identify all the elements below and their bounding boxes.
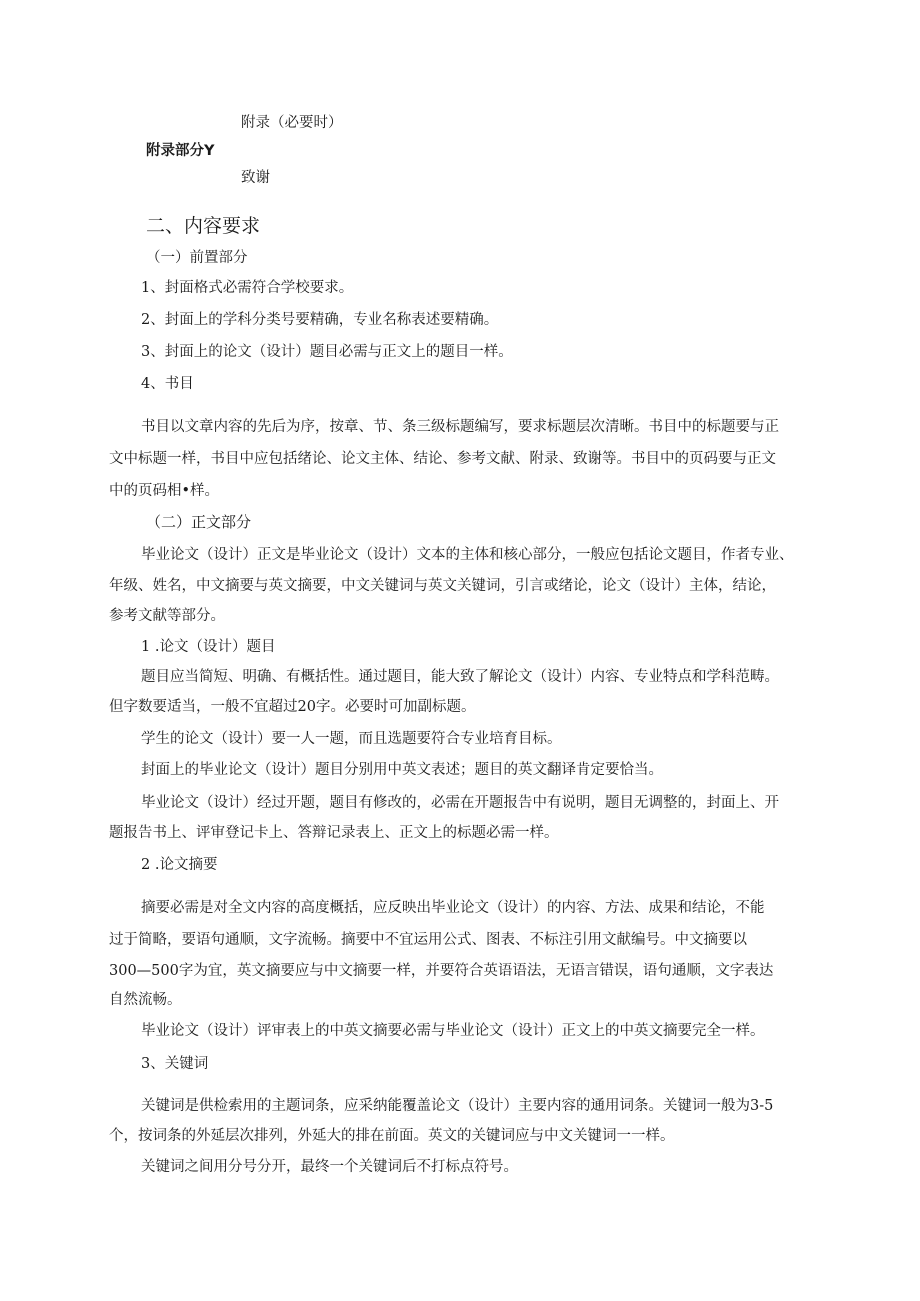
paragraph-line: 书目以文章内容的先后为序，按章、节、条三级标题编写，要求标题层次清晰。书目中的标题要与正 — [141, 419, 779, 435]
subsection-heading-front: （一）前置部分 — [146, 250, 248, 266]
list-item: 2、封面上的学科分类号要精确，专业名称表述要精确。 — [141, 312, 499, 328]
paragraph-line: 自然流畅。 — [109, 992, 182, 1008]
item-heading: 2 .论文摘要 — [141, 857, 218, 873]
paragraph-line: 但字数要适当，一般不宜超过20字。必要时可加副标题。 — [109, 699, 476, 715]
paragraph-line: 中的页码相•样。 — [109, 483, 220, 499]
paragraph-line: 封面上的毕业论文（设计）题目分别用中英文表述；题目的英文翻译肯定要恰当。 — [141, 762, 663, 778]
paragraph-line: 年级、姓名，中文摘要与英文摘要，中文关键词与英文关键词，引言或绪论，论文（设计）主体，结论， — [109, 578, 776, 594]
list-item: 1、封面格式必需符合学校要求。 — [141, 280, 354, 296]
paragraph-line: 参考文献等部分。 — [109, 608, 225, 624]
paragraph-line: 学生的论文（设计）要一人一题，而且选题要符合专业培育目标。 — [141, 731, 562, 747]
acknowledgement-item: 致谢 — [241, 170, 270, 186]
paragraph-line: 过于简略，要语句通顺，文字流畅。摘要中不宜运用公式、图表、不标注引用文献编号。中文摘要以 — [109, 932, 747, 948]
item-heading: 1 .论文（设计）题目 — [141, 639, 276, 655]
paragraph-line: 题目应当简短、明确、有概括性。通过题目，能大致了解论文（设计）内容、专业特点和学科范畴。 — [141, 669, 779, 685]
paragraph-line: 关键词之间用分号分开，最终一个关键词后不打标点符号。 — [141, 1159, 518, 1175]
paragraph-line: 个，按词条的外延层次排列，外延大的排在前面。英文的关键词应与中文关键词一一样。 — [109, 1128, 675, 1144]
subsection-heading-body: （二）正文部分 — [146, 513, 252, 531]
paragraph-line: 摘要必需是对全文内容的高度概括，应反映出毕业论文（设计）的内容、方法、成果和结论，不能 — [141, 900, 765, 916]
section-heading: 二、内容要求 — [146, 215, 261, 237]
item-heading: 3、关键词 — [141, 1056, 209, 1072]
paragraph-line: 题报告书上、评审登记卡上、答辩记录表上、正文上的标题必需一样。 — [109, 825, 559, 841]
paragraph-line: 300—500字为宜，英文摘要应与中文摘要一样，并要符合英语语法，无语言错误，语句通顺，文字表达 — [109, 963, 774, 979]
paragraph-line: 关键词是供检索用的主题词条，应采纳能覆盖论文（设计）主要内容的通用词条。关键词一般为3-5 — [141, 1098, 774, 1114]
list-item: 3、封面上的论文（设计）题目必需与正文上的题目一样。 — [141, 344, 513, 360]
paragraph-line: 毕业论文（设计）正文是毕业论文（设计）文本的主体和核心部分，一般应包括论文题目，作者专业、 — [141, 547, 794, 563]
paragraph-line: 文中标题一样，书目中应包括绪论、论文主体、结论、参考文献、附录、致谢等。书目中的页码要与正文 — [109, 451, 776, 467]
paragraph-line: 毕业论文（设计）经过开题，题目有修改的，必需在开题报告中有说明，题目无调整的，封面上、开 — [141, 795, 779, 811]
list-item: 4、书目 — [141, 376, 194, 392]
paragraph-line: 毕业论文（设计）评审表上的中英文摘要必需与毕业论文（设计）正文上的中英文摘要完全一样。 — [141, 1023, 765, 1039]
appendix-section-label: 附录部分Y — [146, 143, 215, 159]
appendix-item: 附录（必要时） — [241, 115, 343, 131]
